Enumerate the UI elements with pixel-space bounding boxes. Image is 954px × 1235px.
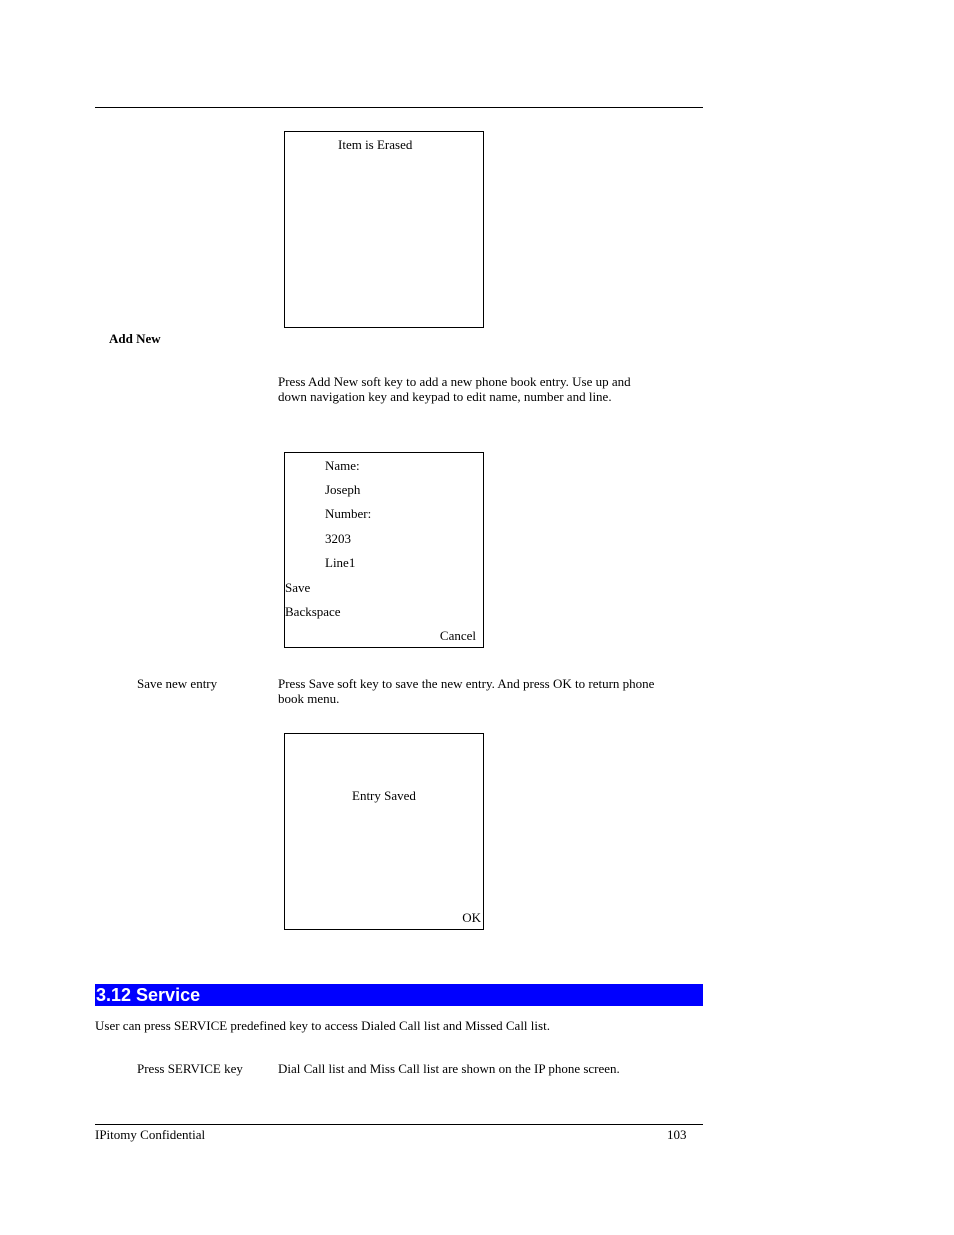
- phone-screen-saved: [284, 733, 484, 930]
- service-intro: User can press SERVICE predefined key to access Dialed Call list and Missed Call list.: [95, 1018, 550, 1033]
- header-rule: [95, 107, 703, 108]
- service-step-label: Press SERVICE key: [137, 1061, 243, 1076]
- softkey-ok: OK: [462, 910, 481, 925]
- page-number: 103: [667, 1127, 687, 1142]
- saved-message: Entry Saved: [352, 788, 416, 803]
- section-heading-bar: [95, 984, 703, 1006]
- softkey-cancel: Cancel: [439, 628, 476, 643]
- softkey-save: Save: [285, 580, 311, 595]
- screen-line-name-value: Joseph: [325, 482, 361, 497]
- screen-line-name-label: Name:: [325, 458, 360, 473]
- service-step-description: Dial Call list and Miss Call list are shown on the IP phone screen.: [278, 1061, 620, 1076]
- softkey-backspace: Backspace: [285, 604, 341, 619]
- screen-line-number-value: 3203: [325, 531, 351, 546]
- add-new-heading: Add New: [109, 331, 161, 346]
- phone-screen-add-new: [284, 452, 484, 648]
- screen-line-line-value: Line1: [325, 555, 356, 570]
- screen-line-number-label: Number:: [325, 506, 372, 521]
- save-entry-label: Save new entry: [137, 676, 218, 691]
- footer-rule: [95, 1124, 703, 1125]
- add-new-description: Press Add New soft key to add a new phone book entry. Use up and down navigation key and keypad to edit name, number and line.: [278, 374, 631, 404]
- section-title: 3.12 Service: [96, 985, 201, 1005]
- erased-message: Item is Erased: [338, 137, 413, 152]
- phone-screen-erased: [284, 131, 484, 328]
- save-entry-description: Press Save soft key to save the new entry. And press OK to return phone book menu.: [278, 676, 655, 706]
- footer-confidential: IPitomy Confidential: [95, 1127, 206, 1142]
